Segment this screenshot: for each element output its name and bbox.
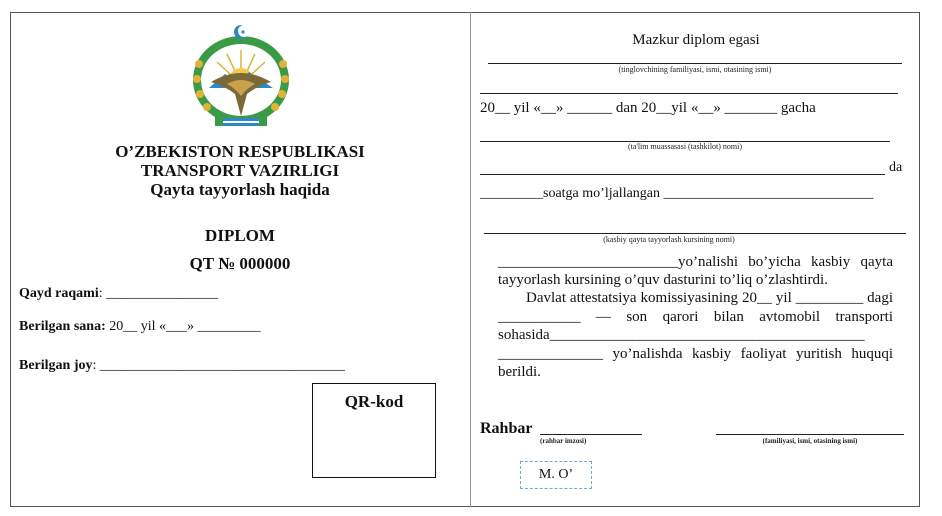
holder-header: Mazkur diplom egasi (632, 32, 760, 48)
study-period-line: 20__ yil «__» ______ dan 20__yil «__» _______ gacha (480, 100, 816, 116)
ministry-line-2: TRANSPORT VAZIRLIGI (140, 161, 340, 180)
registration-value: : ________________ (98, 286, 219, 301)
holder-name-line (488, 63, 902, 64)
registration-label: Qayd raqami (19, 286, 99, 301)
hours-line: _________soatga mo’ljallangan ______________________________ (480, 186, 874, 201)
head-label: Rahbar (480, 420, 533, 437)
diploma-subtitle: Qayta tayyorlash haqida (150, 180, 330, 199)
registration-field (19, 286, 218, 302)
fullname-caption: (familiyasi, ismi, otasining ismi) (762, 437, 858, 445)
course-name-line (484, 233, 906, 234)
issue-date-label: Berilgan sana: (19, 319, 106, 334)
issue-place-field (19, 358, 345, 374)
doc-number: QT № 000000 (189, 254, 291, 273)
institution-caption: (ta'lim muassasasi (tashkilot) nomi) (627, 142, 743, 151)
issue-date-value: 20__ yil «___» _________ (105, 319, 261, 334)
institution-line-2 (480, 174, 885, 175)
holder-name-caption: (tinglovchining familiyasi, ismi, otasining ismi) (618, 65, 772, 74)
blank-line (480, 93, 898, 94)
course-completion-paragraph: ________________________yo’nalishi bo’yicha kasbiy qayta tayyorlash kursining o’quv dasturini to’liq o’zlashtirdi. (498, 254, 893, 288)
issue-place-value: : ___________________________________ (92, 358, 345, 373)
fullname-line (716, 434, 904, 435)
qr-code-label: QR-kod (344, 392, 404, 411)
stamp-placeholder: M. O’ (520, 461, 592, 489)
state-emblem-icon (187, 24, 295, 128)
page-divider (470, 12, 471, 507)
signature-caption: (rahbar imzosi) (540, 437, 587, 445)
ministry-line-1: O’ZBEKISTON RESPUBLIKASI (115, 142, 365, 161)
attestation-paragraph: Davlat attestatsiya komissiyasining 20__ yil _________ dagi ___________ — son qarori bilan avtomobil transporti sohasida__________________________________________ ______________ yo’nalishda kasbiy faoliyat yuritish huquqi berildi. (498, 290, 893, 380)
da-suffix: da (889, 160, 903, 175)
qr-code-box (312, 383, 436, 478)
signature-line (540, 434, 642, 435)
doc-type-title: DIPLOM (205, 226, 275, 245)
course-caption: (kasbiy qayta tayyorlash kursining nomi) (603, 235, 735, 244)
issue-place-label: Berilgan joy (19, 358, 93, 373)
issue-date-field (19, 319, 261, 335)
